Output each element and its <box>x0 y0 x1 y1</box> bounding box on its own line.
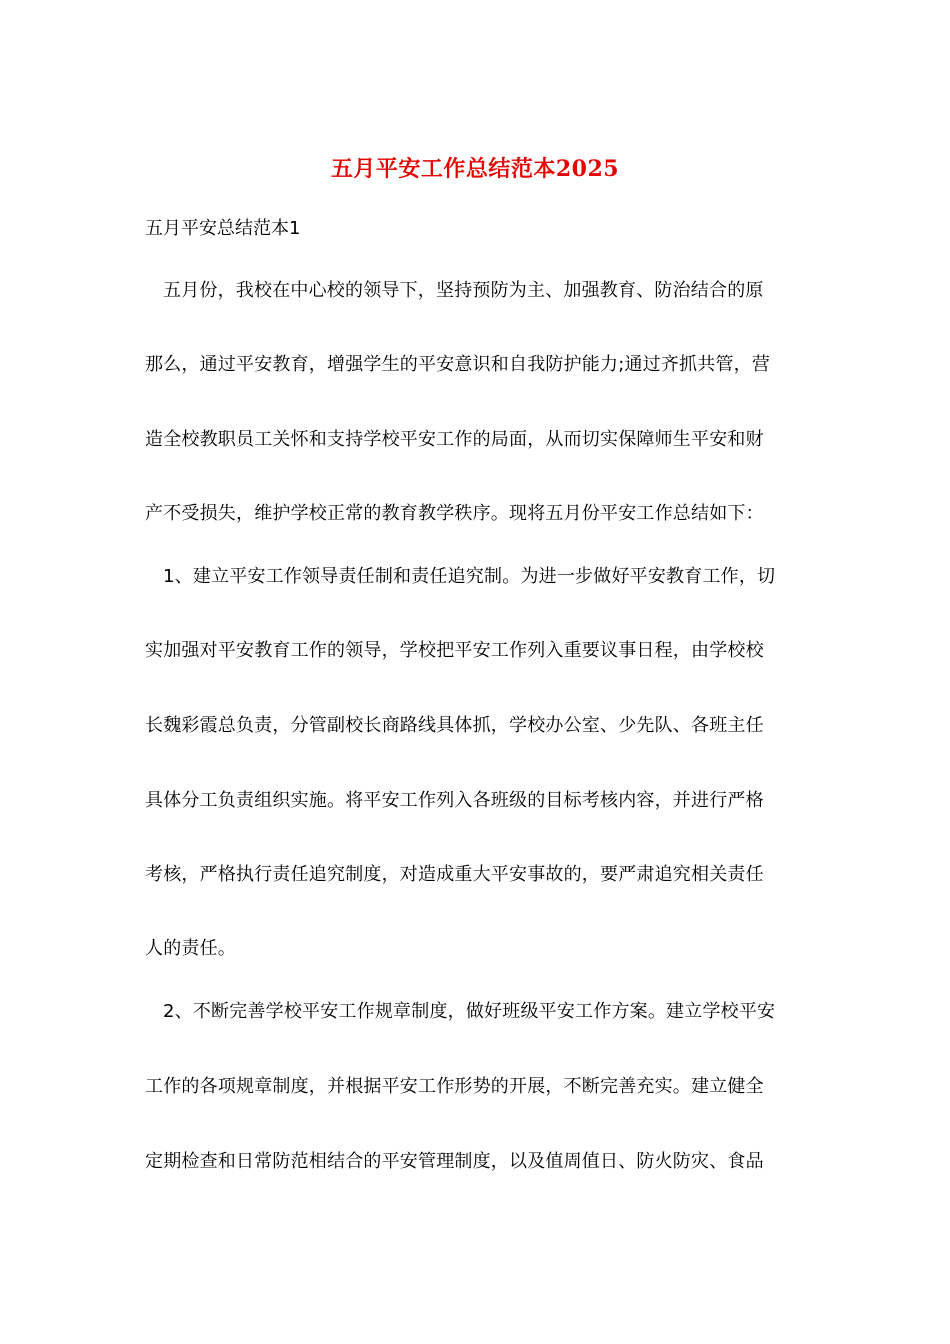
paragraph-line: 那么，通过平安教育，增强学生的平安意识和自我防护能力;通过齐抓共管，营 <box>145 354 771 375</box>
paragraph-line: 2、不断完善学校平安工作规章制度，做好班级平安工作方案。建立学校平安 <box>163 1001 776 1022</box>
paragraph-line: 长魏彩霞总负责，分管副校长商路线具体抓，学校办公室、少先队、各班主任 <box>145 715 764 736</box>
section-heading: 五月平安总结范本1 <box>145 218 301 239</box>
paragraph-line: 五月份，我校在中心校的领导下，坚持预防为主、加强教育、防治结合的原 <box>163 280 764 301</box>
paragraph-line: 1、建立平安工作领导责任制和责任追究制。为进一步做好平安教育工作，切 <box>163 566 776 587</box>
paragraph-line: 定期检查和日常防范相结合的平安管理制度，以及值周值日、防火防灾、食品 <box>145 1151 764 1172</box>
paragraph-line: 工作的各项规章制度，并根据平安工作形势的开展，不断完善充实。建立健全 <box>145 1076 764 1097</box>
paragraph-line: 产不受损失，维护学校正常的教育教学秩序。现将五月份平安工作总结如下： <box>145 503 764 524</box>
document-title: 五月平安工作总结范本2025 <box>330 156 620 182</box>
paragraph-line: 实加强对平安教育工作的领导，学校把平安工作列入重要议事日程，由学校校 <box>145 640 764 661</box>
paragraph-line: 造全校教职员工关怀和支持学校平安工作的局面，从而切实保障师生平安和财 <box>145 429 764 450</box>
paragraph-line: 人的责任。 <box>145 938 236 959</box>
paragraph-line: 考核，严格执行责任追究制度，对造成重大平安事故的，要严肃追究相关责任 <box>145 864 764 885</box>
paragraph-line: 具体分工负责组织实施。将平安工作列入各班级的目标考核内容，并进行严格 <box>145 790 764 811</box>
